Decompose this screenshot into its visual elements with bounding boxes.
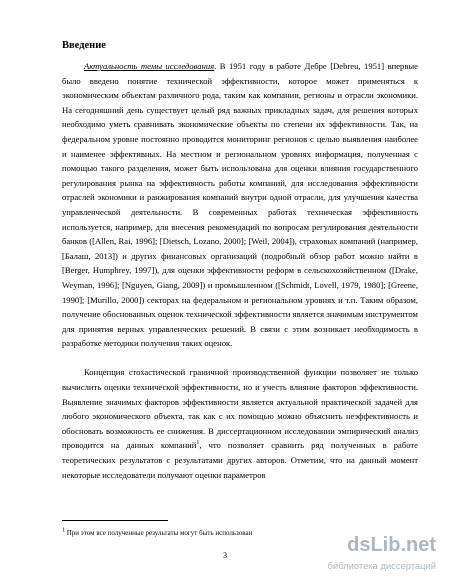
section-heading: Введение — [62, 40, 106, 51]
footnote-text: При этом все полученные результаты могут быть использован — [65, 529, 253, 537]
watermark-logo: dsLib.net — [347, 534, 436, 556]
concept-body-end: , что позволяет сравнить ряд полученных в работе теоретических результатов с результатами других авторов. Отметим, что на данный момент некоторые исследователи получают оценки параметров — [62, 440, 418, 480]
paragraph-relevance — [62, 59, 418, 351]
footnote-reference[interactable]: 1 — [196, 440, 200, 447]
body-text — [62, 59, 418, 482]
relevance-lead: Актуальность темы исследования — [84, 61, 215, 71]
footnote — [62, 529, 252, 537]
dslib-watermark — [318, 528, 442, 578]
relevance-body: . В 1951 году в работе Дебре [Debreu, 1951] впервые было введено понятие технической эффективности, которое может применяться к экономическим объектам различного рода, таким как компании, регионы и отрасли экономики. На сегодняшний день существует целый ряд важных прикладных задач, для решения которых необходимо уметь сравнивать экономические объекты по степени их эффективности. Так, на федеральном уровне постоянно проводится мониторинг регионов с целью выявления наиболее и наименее эффективных. На местном и региональном уровнях информация, полученная с помощью такого разделения, может быть использована для оценки влияния государственного регулирования рынка на эффективность работы компаний, для исследования эффективности отраслей экономики и ранжирования компаний внутри одной отрасли, для улучшения качества управленческой деятельности. В современных работах техническая эффективность используется, например, для внесения рекомендаций по вопросам регулирования деятельности банков ([Allen, Rai, 1996]; [Dietsch, Lozano, 2000]; [Weil, 2004]), страховых компаний (например, [Балаш, 2013]) и других финансовых организаций (подробный обзор работ можно найти в [Berger, Humphrey, 1997]), для оценки эффективности реформ в сельскохозяйственном ([Drake, Weyman, 1996]; [Nguyen, Giang, 2009]) и промышленном ([Schmidt, Lovell, 1979, 1980]; [Greene, 1990]; [Murillo, 2000]) секторах на федеральном и региональном уровнях и т.п. Таким образом, получение обоснованных оценок технической эффективности является значимым инструментом для принятия верных управленческих решений. В связи с этим возникает необходимость в разработке методики получения таких оценок. — [62, 61, 418, 349]
footnote-divider — [62, 520, 168, 521]
page-number: 3 — [223, 551, 227, 560]
concept-body-start: Концепция стохастической граничной производственной функции позволяет не только вычислить оценки технической эффективности, но и учесть влияние факторов эффективности. Выявление значимых факторов эффективности является актуальной практической задачей для любого экономического объекта, так как с их помощью можно объяснить неэффективность и обосновать возможность ее снижения. В диссертационном исследовании эмпирический анализ проводится на данных компаний — [62, 367, 418, 451]
footnote-mark: 1 — [62, 527, 65, 534]
paragraph-concept — [62, 365, 418, 482]
watermark-tagline: библиотека диссертаций — [327, 560, 436, 571]
